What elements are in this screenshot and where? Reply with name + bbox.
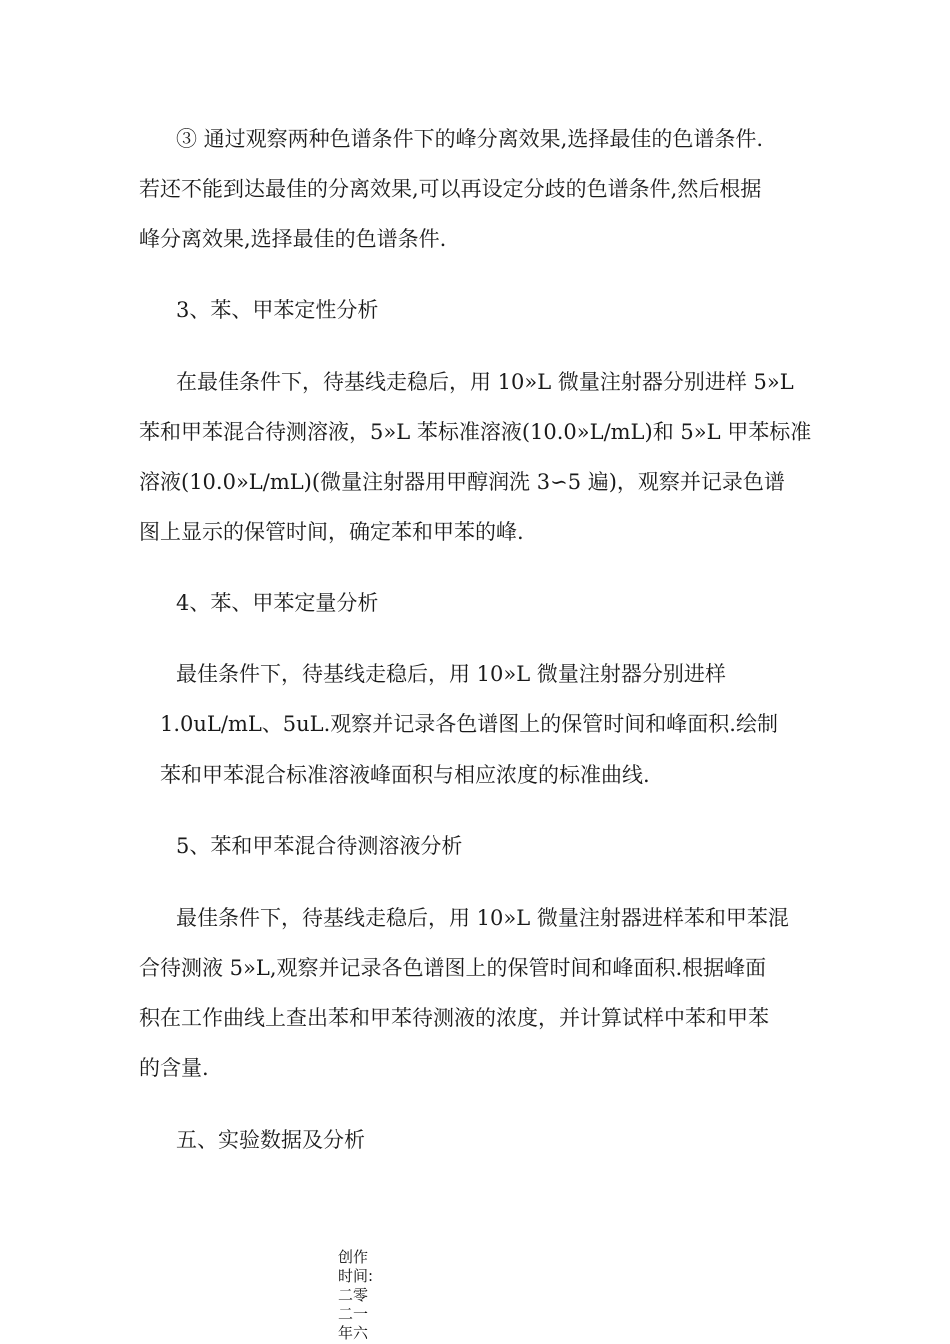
paragraph-line: 苯和甲苯混合标准溶液峰面积与相应浓度的标准曲线. <box>160 763 650 787</box>
section-heading: 4、苯、甲苯定量分析 <box>176 591 379 615</box>
note-line: 二一 <box>338 1305 369 1323</box>
paragraph-line: 最佳条件下，待基线走稳后，用 10»L 微量注射器分别进样 <box>176 662 726 686</box>
paragraph-line: 苯和甲苯混合待测溶液，5»L 苯标准溶液(10.0»L/mL)和 5»L 甲苯标准 <box>139 420 812 444</box>
paragraph-line: 溶液(10.0»L/mL)(微量注射器用甲醇润洗 3∽5 遍)，观察并记录色谱 <box>139 470 785 494</box>
paragraph-line: 在最佳条件下，待基线走稳后，用 10»L 微量注射器分别进样 5»L <box>176 370 794 394</box>
paragraph-line: 峰分离效果,选择最佳的色谱条件. <box>139 227 447 251</box>
note-line: 创作 <box>338 1248 369 1266</box>
paragraph-line: 积在工作曲线上查出苯和甲苯待测液的浓度，并计算试样中苯和甲苯 <box>139 1006 769 1030</box>
note-line: 年六 <box>338 1324 369 1342</box>
paragraph-line: 图上显示的保管时间，确定苯和甲苯的峰. <box>139 520 524 544</box>
section-heading: 3、苯、甲苯定性分析 <box>176 298 379 322</box>
paragraph-line: 1.0uL/mL、5uL.观察并记录各色谱图上的保管时间和峰面积.绘制 <box>160 712 778 736</box>
paragraph-line: 最佳条件下，待基线走稳后，用 10»L 微量注射器进样苯和甲苯混 <box>176 906 789 930</box>
paragraph-line: 若还不能到达最佳的分离效果,可以再设定分歧的色谱条件,然后根据 <box>139 177 762 201</box>
creation-time-note <box>338 1248 382 1343</box>
paragraph-line: 的含量. <box>139 1056 209 1080</box>
paragraph-line: 合待测液 5»L,观察并记录各色谱图上的保管时间和峰面积.根据峰面 <box>139 956 767 980</box>
paragraph-line: ③ 通过观察两种色谱条件下的峰分离效果,选择最佳的色谱条件. <box>176 127 764 151</box>
note-line: 二零 <box>338 1286 369 1304</box>
section-heading: 5、苯和甲苯混合待测溶液分析 <box>176 834 463 858</box>
section-heading: 五、实验数据及分析 <box>176 1128 365 1152</box>
note-line: 时间: <box>338 1267 374 1285</box>
